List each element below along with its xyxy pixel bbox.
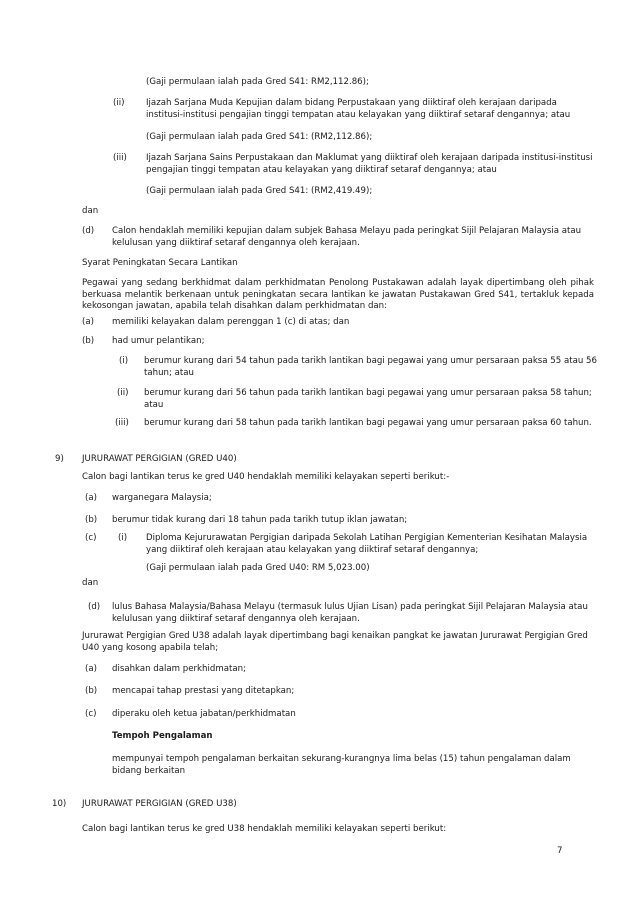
item-number: (c): [85, 709, 97, 719]
paragraph: Jururawat Pergigian Gred U38 adalah layak dipertimbang bagi kenaikan pangkat ke jawatan Jururawat Pergigian Gred: [82, 631, 588, 641]
paragraph: mempunyai tempoh pengalaman berkaitan sekurang-kurangnya lima belas (15) tahun pengalaman dalam: [112, 754, 571, 764]
item-number: (d): [82, 226, 95, 236]
paragraph: bidang berkaitan: [112, 766, 186, 776]
section-heading: JURURAWAT PERGIGIAN (GRED U38): [82, 799, 237, 809]
section-number: 9): [55, 454, 64, 464]
list-item: berumur tidak kurang dari 18 tahun pada tarikh tutup iklan jawatan;: [112, 515, 408, 525]
list-item: berumur kurang dari 58 tahun pada tarikh lantikan bagi pegawai yang umur persaraan paksa 60 tahun.: [144, 418, 592, 428]
connector-dan: dan: [82, 578, 99, 588]
salary-note-i: (Gaji permulaan ialah pada Gred S41: RM2,112.86);: [146, 77, 369, 87]
paragraph: Calon bagi lantikan terus ke gred U38 hendaklah memiliki kelayakan seperti berikut:: [82, 824, 447, 834]
list-item: mencapai tahap prestasi yang ditetapkan;: [112, 686, 295, 696]
list-item: diperaku oleh ketua jabatan/perkhidmatan: [112, 709, 296, 719]
section-subheading: Syarat Peningkatan Secara Lantikan: [82, 258, 238, 268]
item-number: (a): [82, 317, 94, 327]
list-item: Diploma Kejururawatan Pergigian daripada Sekolah Latihan Pergigian Kementerian Kesihatan Malaysia: [146, 533, 588, 543]
page-number: 7: [557, 846, 563, 856]
list-item: memiliki kelayakan dalam perenggan 1 (c) di atas; dan: [112, 317, 350, 327]
item-number: (ii): [117, 388, 129, 398]
item-number: (ii): [113, 98, 125, 108]
list-item: disahkan dalam perkhidmatan;: [112, 664, 246, 674]
item-number: (c): [85, 533, 97, 543]
paragraph: Calon bagi lantikan terus ke gred U40 hendaklah memiliki kelayakan seperti berikut:-: [82, 472, 450, 482]
connector-dan: dan: [82, 206, 99, 216]
item-number: (d): [88, 602, 101, 612]
paragraph: Pegawai yang sedang berkhidmat dalam perkhidmatan Penolong Pustakawan adalah layak dipertimbang oleh pihak berkuasa melantik berkenaan untuk peningkatan secara lantikan ke jawatan Pustakawan Gred S41, tertakluk kepada kekosongan jawatan, apabila telah disahkan dalam perkhidmatan dan:: [82, 278, 594, 311]
list-item: lulus Bahasa Malaysia/Bahasa Melayu (termasuk lulus Ujian Lisan) pada peringkat Sijil Pelajaran Malaysia atau: [112, 602, 588, 612]
qualification-text: Ijazah Sarjana Sains Perpustakaan dan Maklumat yang diiktiraf oleh kerajaan daripada institusi-institusi: [146, 153, 593, 163]
list-item: tahun; atau: [144, 368, 194, 378]
item-number: (a): [85, 493, 97, 503]
qualification-text: pengajian tinggi tempatan atau kelayakan yang diiktiraf setaraf dengannya; atau: [146, 165, 497, 175]
requirement-text: Calon hendaklah memiliki kepujian dalam subjek Bahasa Melayu pada peringkat Sijil Pelajaran Malaysia atau: [112, 226, 582, 236]
requirement-text: kelulusan yang diiktiraf setaraf dengannya oleh kerajaan.: [112, 238, 360, 248]
item-number: (i): [119, 356, 129, 366]
item-number: (iii): [113, 153, 127, 163]
section-heading: JURURAWAT PERGIGIAN (GRED U40): [82, 454, 237, 464]
item-number: (i): [118, 533, 128, 543]
list-item: berumur kurang dari 56 tahun pada tarikh lantikan bagi pegawai yang umur persaraan paksa 58 tahun;: [144, 388, 592, 398]
paragraph: U40 yang kosong apabila telah;: [82, 643, 219, 653]
item-number: (iii): [115, 418, 129, 428]
item-number: (b): [85, 686, 98, 696]
item-number: (a): [85, 664, 97, 674]
list-item: yang diiktiraf oleh kerajaan atau kelayakan yang diiktiraf setaraf dengannya;: [146, 545, 479, 555]
list-item: berumur kurang dari 54 tahun pada tarikh lantikan bagi pegawai yang umur persaraan paksa 55 atau 56: [144, 356, 597, 366]
item-number: (b): [85, 515, 98, 525]
salary-note-iii: (Gaji permulaan ialah pada Gred S41: (RM2,419.49);: [146, 186, 373, 196]
salary-note-ii: (Gaji permulaan ialah pada Gred S41: (RM2,112.86);: [146, 132, 373, 142]
qualification-text: Ijazah Sarjana Muda Kepujian dalam bidang Perpustakaan yang diiktiraf oleh kerajaan daripada: [146, 98, 557, 108]
list-item: atau: [144, 400, 164, 410]
list-item: had umur pelantikan;: [112, 336, 205, 346]
item-number: (b): [82, 336, 95, 346]
list-item: kelulusan yang diiktiraf setaraf dengannya oleh kerajaan.: [112, 614, 360, 624]
salary-note: (Gaji permulaan ialah pada Gred U40: RM 5,023.00): [146, 563, 370, 573]
qualification-text: institusi-institusi pengajian tinggi tempatan atau kelayakan yang diiktiraf setaraf dengannya; atau: [146, 110, 571, 120]
section-subheading: Tempoh Pengalaman: [112, 731, 213, 741]
list-item: warganegara Malaysia;: [112, 493, 212, 503]
section-number: 10): [52, 799, 67, 809]
